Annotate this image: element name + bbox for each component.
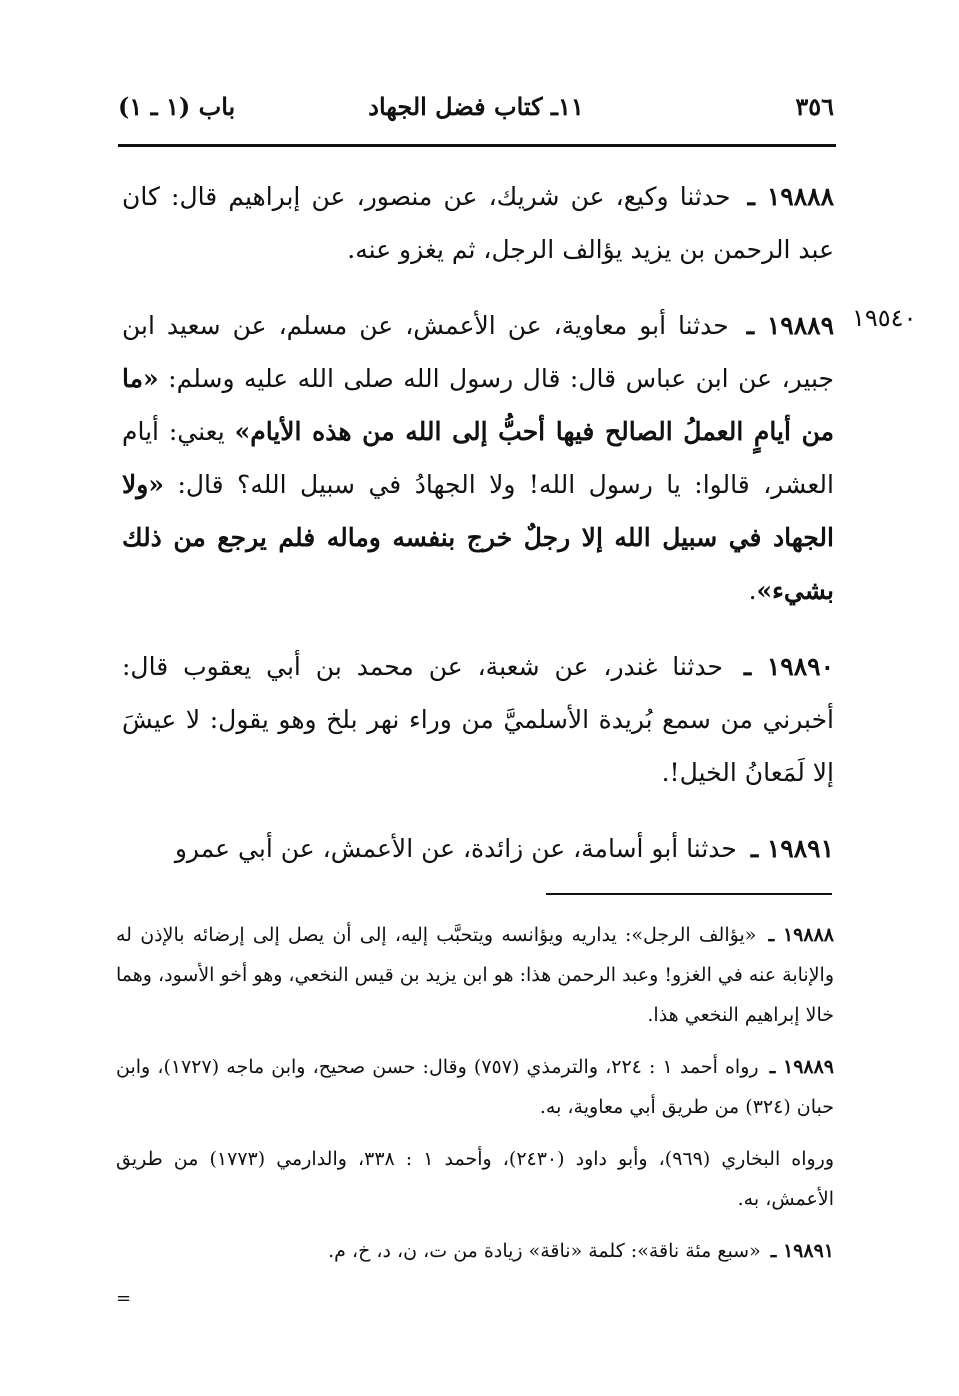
running-header: [118, 92, 834, 132]
footnote-text: «سبع مئة ناقة»: كلمة «ناقة» زيادة من ت، ن، د، خ، م.: [328, 1240, 761, 1262]
hadith-19891: [122, 822, 834, 875]
footnote-number: ١٩٨٨٩ ـ: [769, 1056, 835, 1078]
continuation-mark: =: [116, 1288, 132, 1309]
hadith-end: .: [748, 576, 757, 605]
page-number: ٣٥٦: [795, 92, 834, 121]
footnote-number: ١٩٨٩١ ـ: [770, 1240, 834, 1262]
hadith-19888: [122, 170, 834, 276]
hadith-number: ١٩٨٨٩ ـ: [746, 311, 835, 340]
hadith-text: حدثنا غندر، عن شعبة، عن محمد بن أبي يعقوب قال: أخبرني من سمع بُريدة الأسلميَّ من وراء نهر بلخ وهو يقول: لا عيشَ إلا لَمَعانُ الخيل!.: [122, 652, 834, 787]
margin-reference-number: ١٩٥٤٠: [852, 304, 917, 332]
hadith-number: ١٩٨٨٨ ـ: [747, 182, 834, 211]
main-text: [122, 170, 834, 898]
hadith-intro: حدثنا أبو معاوية، عن الأعمش، عن مسلم، عن سعيد ابن جبير، عن ابن عباس قال: قال رسول الله صلى الله عليه وسلم:: [122, 311, 834, 393]
hadith-19890: [122, 640, 834, 799]
header-divider: [118, 144, 836, 147]
footnote-number: ١٩٨٨٨ ـ: [768, 924, 834, 946]
footnote-19888: [116, 915, 834, 1035]
footnote-19891: [116, 1231, 834, 1271]
footnote-text: «يؤالف الرجل»: يداريه ويؤانسه ويتحبَّب إليه، إلى أن يصل إلى إرضائه بالإذن له والإنابة عنه في الغزو! وعبد الرحمن هذا: هو ابن يزيد بن قيس النخعي، وهو أخو الأسود، وهما خالا إبراهيم النخعي هذا.: [116, 924, 834, 1026]
footnote-divider: [546, 893, 832, 895]
hadith-middle: يعني: أيام العشر، قالوا: يا رسول الله! ولا الجهادُ في سبيل الله؟ قال:: [122, 417, 834, 499]
hadith-text: حدثنا أبو أسامة، عن زائدة، عن الأعمش، عن أبي عمرو: [174, 834, 737, 863]
book-title: ١١ـ كتاب فضل الجهاد: [368, 92, 584, 121]
prophetic-quote: «ما من أيامٍ العملُ الصالح فيها أحبُّ إلى الله من هذه الأيام»: [122, 364, 834, 446]
footnote-19889-continued: [116, 1139, 834, 1219]
chapter-label: باب (١ ـ ١): [118, 92, 236, 121]
footnote-text: رواه أحمد ١ : ٢٢٤، والترمذي (٧٥٧) وقال: حسن صحيح، وابن ماجه (١٧٢٧)، وابن حبان (٣٢٤) من طريق أبي معاوية، به.: [116, 1056, 834, 1118]
prophetic-quote: «ولا الجهاد في سبيل الله إلا رجلٌ خرج بنفسه وماله فلم يرجع من ذلك بشيء»: [122, 470, 834, 605]
footnote-19889: [116, 1047, 834, 1127]
footnote-text: ورواه البخاري (٩٦٩)، وأبو داود (٢٤٣٠)، وأحمد ١ : ٣٣٨، والدارمي (١٧٧٣) من طريق الأعمش، به.: [116, 1148, 835, 1210]
hadith-number: ١٩٨٩١ ـ: [750, 834, 834, 863]
footnotes: [116, 915, 834, 1283]
hadith-number: ١٩٨٩٠ ـ: [743, 652, 835, 681]
hadith-text: حدثنا وكيع، عن شريك، عن منصور، عن إبراهيم قال: كان عبد الرحمن بن يزيد يؤالف الرجل، ثم يغزو عنه.: [122, 182, 834, 264]
hadith-19889: [122, 299, 834, 617]
